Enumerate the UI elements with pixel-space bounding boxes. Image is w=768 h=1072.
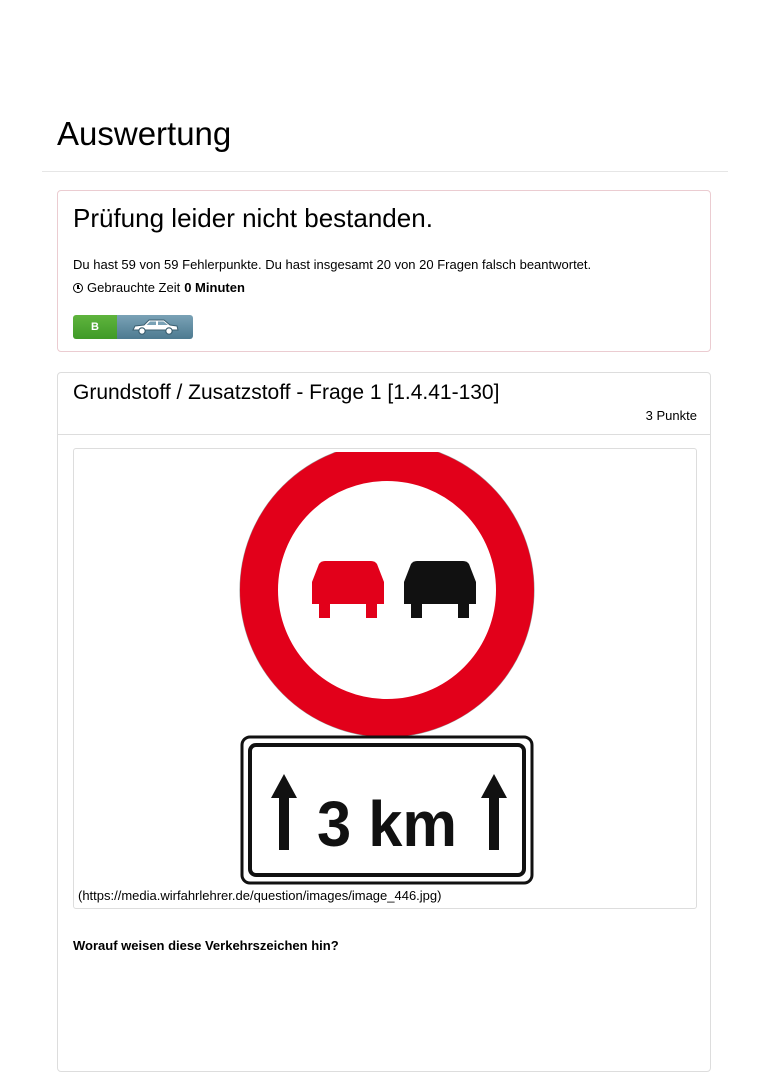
question-points: 3 Punkte <box>645 408 697 423</box>
car-icon <box>117 315 193 339</box>
time-value: 0 Minuten <box>184 280 245 295</box>
page-header <box>42 106 728 172</box>
result-panel <box>57 190 711 352</box>
question-panel <box>57 372 711 1072</box>
question-title: Grundstoff / Zusatzstoff - Frage 1 [1.4.41-130] <box>73 381 500 404</box>
license-class-badge <box>73 315 193 339</box>
page-title: Auswertung <box>57 115 232 152</box>
time-info <box>73 280 245 295</box>
time-label: Gebrauchte Zeit <box>87 280 181 295</box>
sign-plate-text: 3 km <box>317 788 457 860</box>
question-heading <box>58 373 710 435</box>
no-overtaking-sign-image <box>239 452 535 888</box>
license-class-letter: B <box>73 315 117 339</box>
clock-icon <box>73 283 83 293</box>
result-summary: Du hast 59 von 59 Fehlerpunkte. Du hast insgesamt 20 von 20 Fragen falsch beantwortet. <box>73 257 592 272</box>
result-heading: Prüfung leider nicht bestanden. <box>73 203 433 233</box>
question-text: Worauf weisen diese Verkehrszeichen hin? <box>73 938 339 953</box>
image-caption: (https://media.wirfahrlehrer.de/question/images/image_446.jpg) <box>78 888 442 903</box>
question-image <box>73 448 697 909</box>
